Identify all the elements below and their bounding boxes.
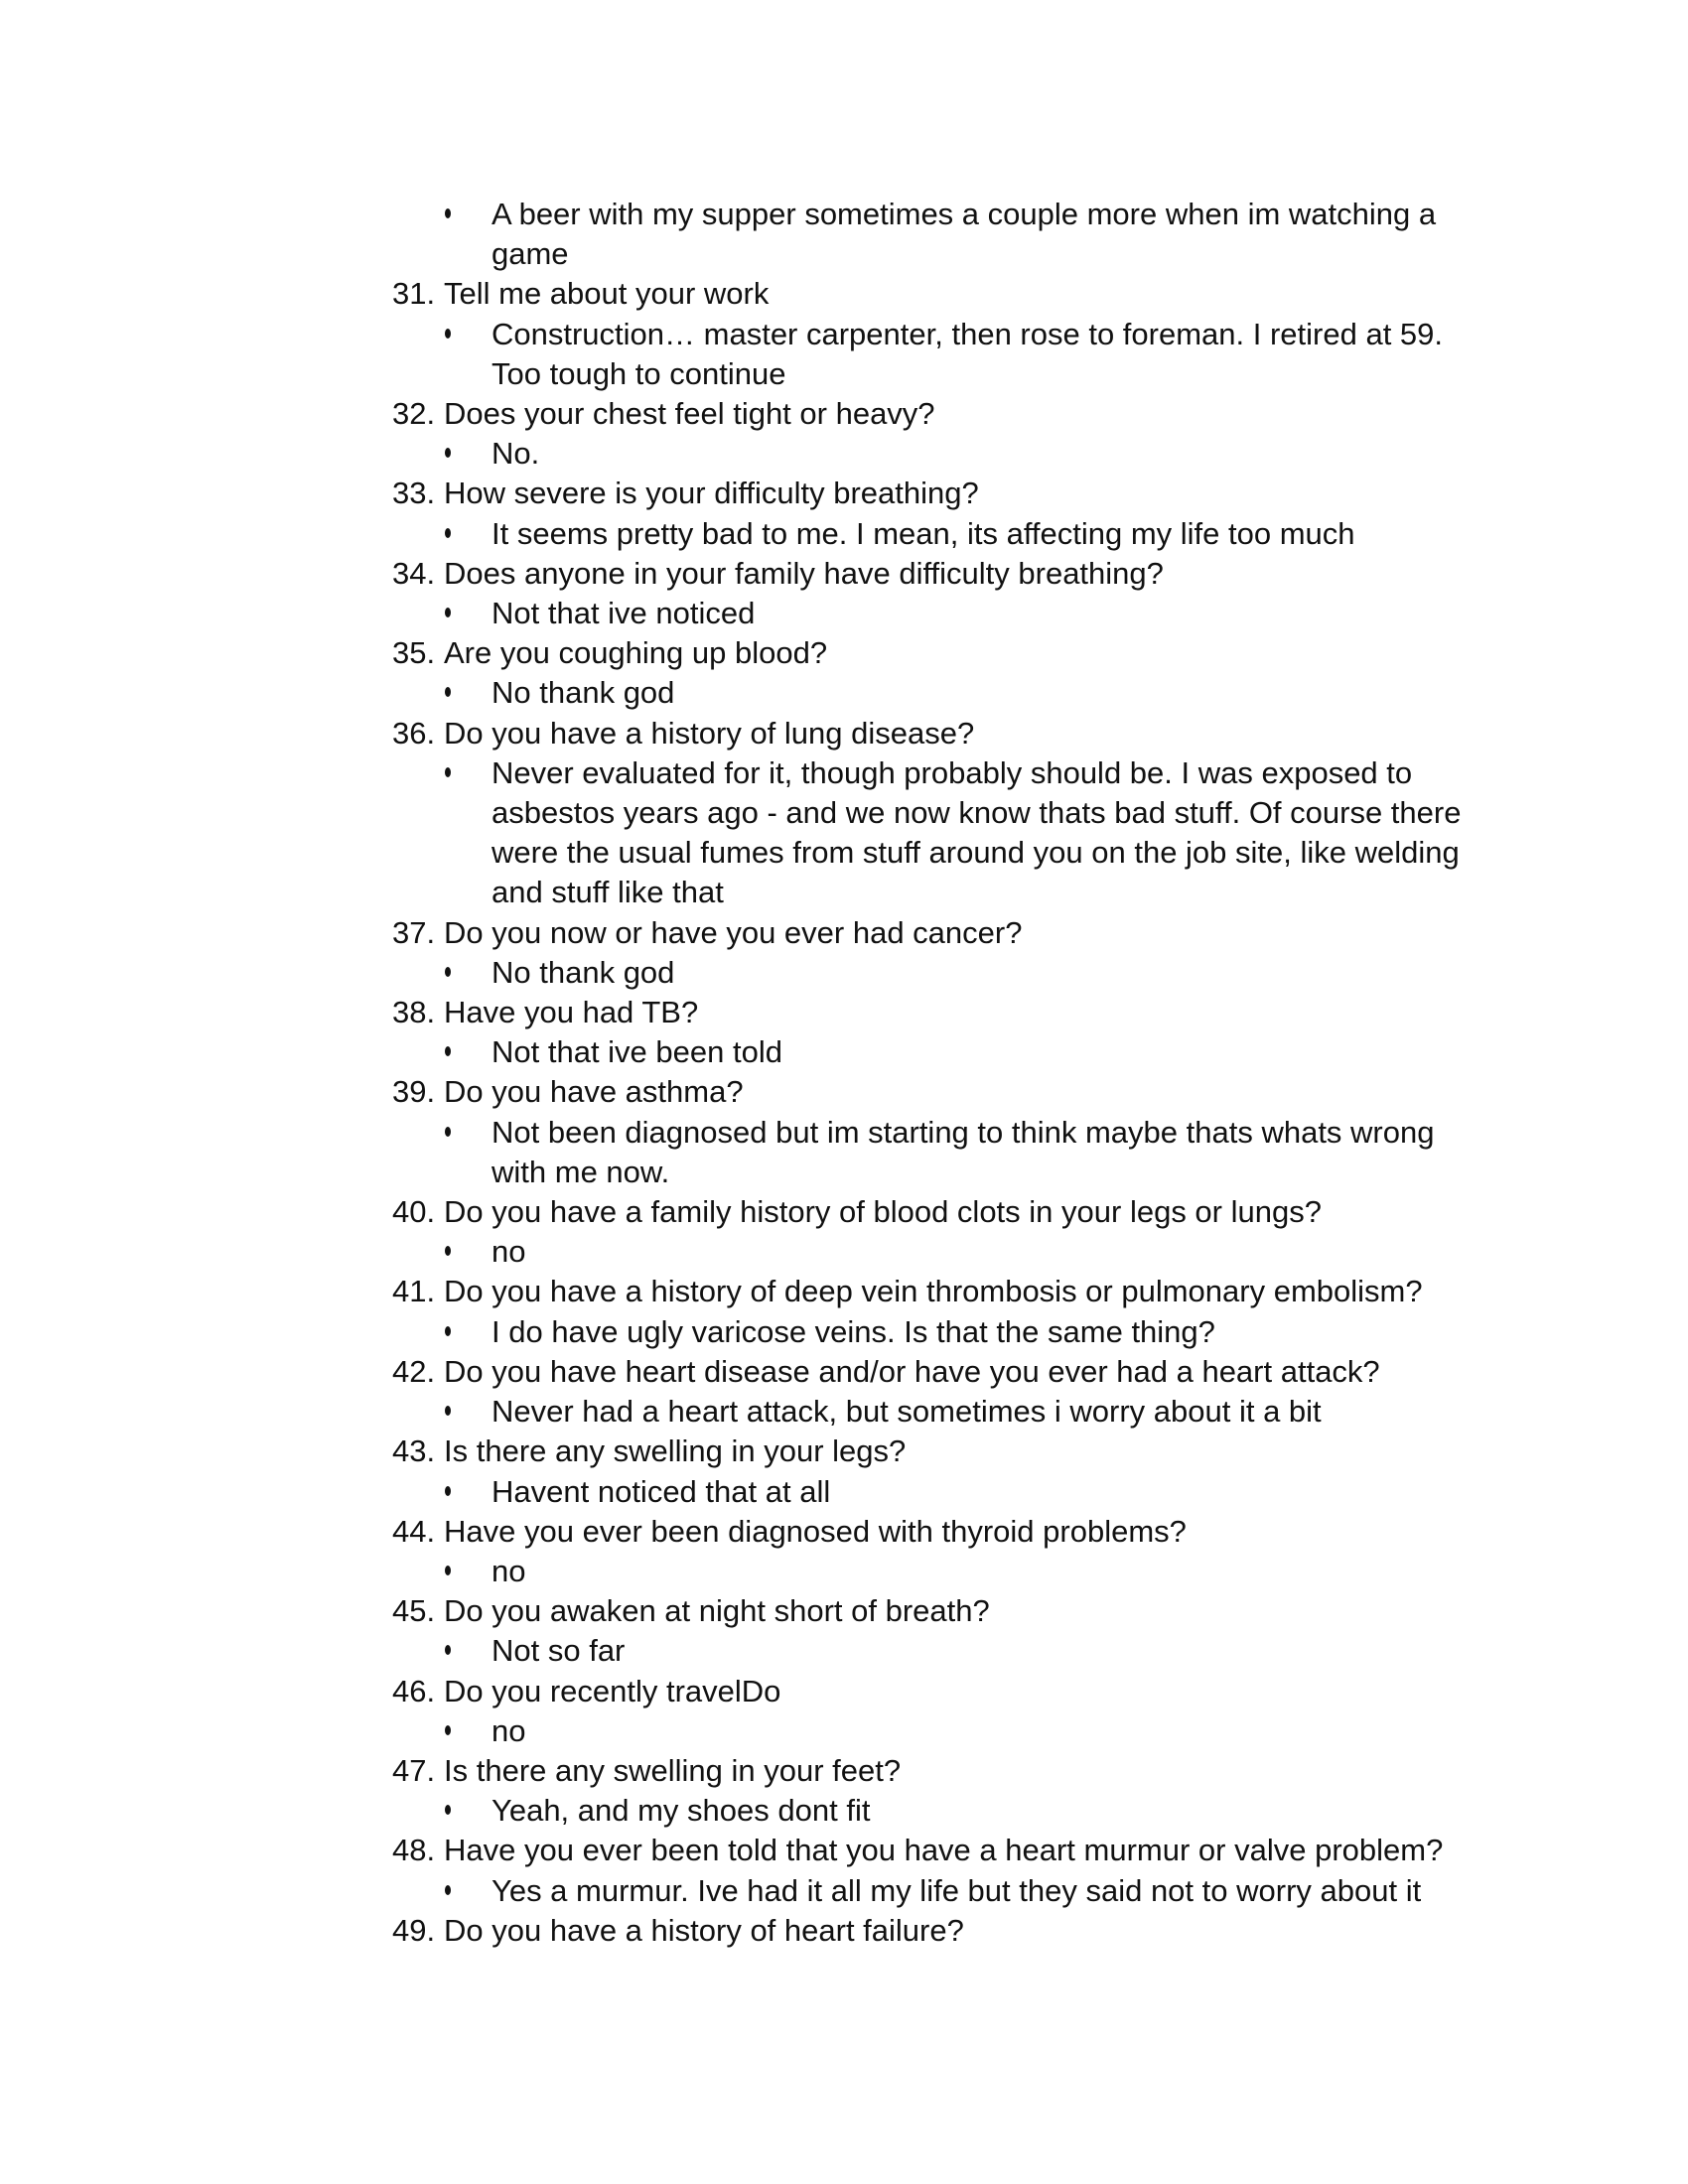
answer-38 — [444, 1032, 1494, 1072]
question-47 — [392, 1751, 1494, 1791]
answer-42 — [444, 1392, 1494, 1432]
question-number: 48. — [392, 1833, 436, 1868]
qa-item-41 — [392, 1272, 1494, 1351]
bullet-icon — [444, 315, 492, 394]
question-34 — [392, 554, 1494, 594]
bullet-icon — [444, 434, 492, 474]
question-45 — [392, 1591, 1494, 1631]
question-number: 33. — [392, 476, 436, 511]
qa-item-49 — [392, 1911, 1494, 1951]
answer-text: Never evaluated for it, though probably should be. I was exposed to asbestos years ago - and we now know thats bad stuff. Of course there were the usual fumes from stuff around you on the job site, like welding and stuff like that — [492, 754, 1462, 910]
answer-40 — [444, 1232, 1494, 1272]
question-number: 45. — [392, 1593, 436, 1629]
bullet-icon — [444, 594, 492, 633]
question-number: 38. — [392, 995, 436, 1030]
answer-text: It seems pretty bad to me. I mean, its affecting my life too much — [492, 515, 1355, 551]
qa-item-35 — [392, 633, 1494, 713]
bullet-icon — [444, 1631, 492, 1671]
question-text: Does anyone in your family have difficulty breathing? — [444, 555, 1164, 591]
answer-39 — [444, 1113, 1494, 1192]
answer-text: no — [492, 1234, 526, 1270]
question-text: Do you have a history of deep vein thrombosis or pulmonary embolism? — [444, 1274, 1423, 1309]
question-text: Do you have a family history of blood clots in your legs or lungs? — [444, 1194, 1322, 1230]
question-text: How severe is your difficulty breathing? — [444, 476, 979, 511]
question-text: Do you have a history of lung disease? — [444, 715, 975, 751]
question-number: 40. — [392, 1194, 436, 1230]
answer-48 — [444, 1871, 1494, 1911]
question-32 — [392, 394, 1494, 434]
question-number: 46. — [392, 1673, 436, 1708]
question-number: 36. — [392, 715, 436, 751]
qa-item-36 — [392, 714, 1494, 913]
qa-item-39 — [392, 1072, 1494, 1192]
answer-text: Never had a heart attack, but sometimes i worry about it a bit — [492, 1394, 1322, 1430]
question-33 — [392, 474, 1494, 513]
answer-36 — [444, 753, 1494, 913]
answer-41 — [444, 1312, 1494, 1352]
qa-item-32 — [392, 394, 1494, 474]
question-text: Is there any swelling in your legs? — [444, 1433, 907, 1469]
question-31 — [392, 274, 1494, 314]
answer-text: Yeah, and my shoes dont fit — [492, 1793, 871, 1829]
bullet-icon — [444, 753, 492, 913]
question-text: Do you have a history of heart failure? — [444, 1912, 964, 1948]
question-text: Do you recently travelDo — [444, 1673, 781, 1708]
question-36 — [392, 714, 1494, 753]
questionnaire-list — [392, 195, 1494, 1951]
answer-text: Not been diagnosed but im starting to think maybe thats whats wrong with me now. — [492, 1114, 1435, 1189]
qa-item-33 — [392, 474, 1494, 553]
bullet-icon — [444, 1791, 492, 1831]
question-40 — [392, 1192, 1494, 1232]
question-text: Do you have heart disease and/or have you ever had a heart attack? — [444, 1353, 1380, 1389]
qa-item-42 — [392, 1352, 1494, 1432]
question-text: Is there any swelling in your feet? — [444, 1752, 902, 1788]
question-42 — [392, 1352, 1494, 1392]
qa-item-46 — [392, 1672, 1494, 1751]
answer-37 — [444, 953, 1494, 993]
answer-32 — [444, 434, 1494, 474]
qa-item-40 — [392, 1192, 1494, 1272]
qa-item-44 — [392, 1512, 1494, 1591]
answer-46 — [444, 1711, 1494, 1751]
question-43 — [392, 1432, 1494, 1471]
answer-text: No thank god — [492, 954, 675, 990]
question-text: Do you now or have you ever had cancer? — [444, 914, 1023, 950]
answer-35 — [444, 673, 1494, 713]
qa-item-43 — [392, 1432, 1494, 1511]
question-number: 43. — [392, 1433, 436, 1469]
bullet-icon — [444, 1871, 492, 1911]
bullet-icon — [444, 1711, 492, 1751]
question-number: 32. — [392, 396, 436, 432]
answer-text: No thank god — [492, 675, 675, 711]
answer-33 — [444, 514, 1494, 554]
question-text: Have you had TB? — [444, 995, 699, 1030]
bullet-icon — [444, 673, 492, 713]
answer-31 — [444, 315, 1494, 394]
bullet-icon — [444, 1472, 492, 1512]
question-46 — [392, 1672, 1494, 1711]
bullet-icon — [444, 1232, 492, 1272]
question-text: Do you have asthma? — [444, 1074, 744, 1110]
qa-item-38 — [392, 993, 1494, 1072]
question-number: 35. — [392, 635, 436, 671]
question-text: Do you awaken at night short of breath? — [444, 1593, 990, 1629]
question-number: 44. — [392, 1513, 436, 1549]
question-number: 39. — [392, 1074, 436, 1110]
answer-text: Yes a murmur. Ive had it all my life but they said not to worry about it — [492, 1872, 1422, 1908]
bullet-icon — [444, 195, 492, 274]
question-number: 41. — [392, 1274, 436, 1309]
qa-item-45 — [392, 1591, 1494, 1671]
bullet-icon — [444, 1032, 492, 1072]
question-35 — [392, 633, 1494, 673]
answer-text: I do have ugly varicose veins. Is that the same thing? — [492, 1313, 1215, 1349]
question-text: Does your chest feel tight or heavy? — [444, 396, 935, 432]
answer-text: No. — [492, 436, 540, 472]
bullet-icon — [444, 514, 492, 554]
question-48 — [392, 1831, 1494, 1870]
answer-45 — [444, 1631, 1494, 1671]
question-text: Have you ever been diagnosed with thyroid problems? — [444, 1513, 1187, 1549]
answer-text: Not that ive noticed — [492, 596, 756, 631]
question-38 — [392, 993, 1494, 1032]
bullet-icon — [444, 1392, 492, 1432]
question-text: Tell me about your work — [444, 276, 770, 312]
question-41 — [392, 1272, 1494, 1311]
answer-text: Construction… master carpenter, then rose to foreman. I retired at 59. Too tough to continue — [492, 316, 1444, 391]
question-number: 42. — [392, 1353, 436, 1389]
qa-item-47 — [392, 1751, 1494, 1831]
answer-text: Havent noticed that at all — [492, 1473, 831, 1509]
question-49 — [392, 1911, 1494, 1951]
answer-text: no — [492, 1553, 526, 1588]
question-text: Have you ever been told that you have a heart murmur or valve problem? — [444, 1833, 1444, 1868]
question-number: 31. — [392, 276, 436, 312]
bullet-icon — [444, 1113, 492, 1192]
question-39 — [392, 1072, 1494, 1112]
answer-44 — [444, 1552, 1494, 1591]
question-text: Are you coughing up blood? — [444, 635, 828, 671]
answer-text: no — [492, 1712, 526, 1748]
question-number: 47. — [392, 1752, 436, 1788]
carryover-answer — [444, 195, 1494, 274]
qa-item-34 — [392, 554, 1494, 633]
answer-text: Not so far — [492, 1633, 626, 1669]
question-number: 49. — [392, 1912, 436, 1948]
question-44 — [392, 1512, 1494, 1552]
question-number: 37. — [392, 914, 436, 950]
answer-text: A beer with my supper sometimes a couple more when im watching a game — [492, 197, 1437, 272]
question-37 — [392, 913, 1494, 953]
qa-item-31 — [392, 274, 1494, 394]
bullet-icon — [444, 1312, 492, 1352]
answer-text: Not that ive been told — [492, 1034, 782, 1070]
answer-43 — [444, 1472, 1494, 1512]
qa-item-48 — [392, 1831, 1494, 1910]
qa-item-37 — [392, 913, 1494, 993]
answer-34 — [444, 594, 1494, 633]
bullet-icon — [444, 953, 492, 993]
bullet-icon — [444, 1552, 492, 1591]
question-number: 34. — [392, 555, 436, 591]
answer-47 — [444, 1791, 1494, 1831]
